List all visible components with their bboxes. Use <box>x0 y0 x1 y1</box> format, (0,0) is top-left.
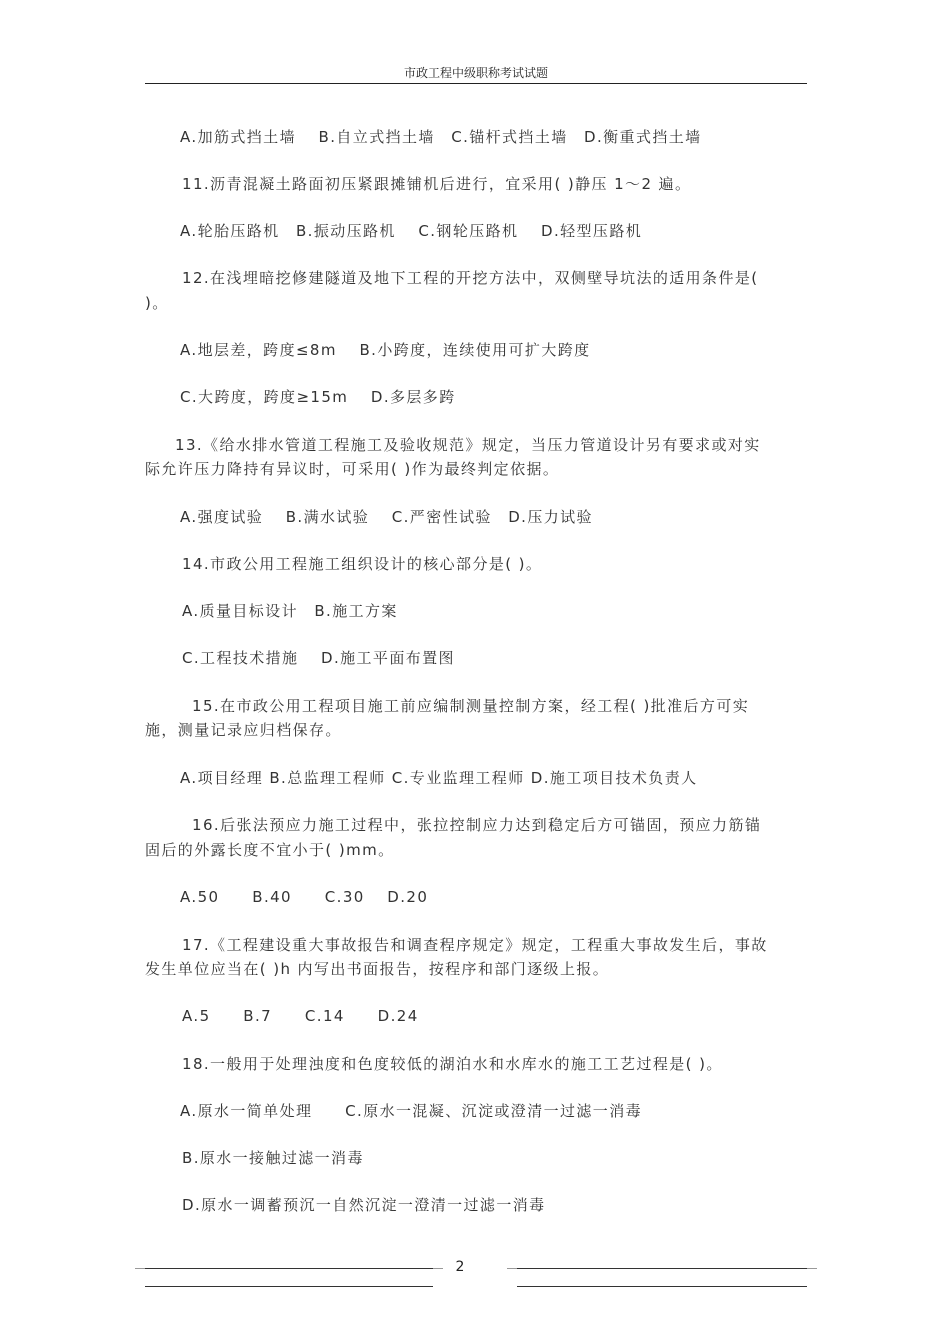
q15-stem-line2: 施，测量记录应归档保存。 <box>145 721 342 739</box>
footer-rule-right-bottom <box>517 1286 807 1287</box>
q18-option-d: D.原水一调蓄预沉一自然沉淀一澄清一过滤一消毒 <box>182 1196 546 1214</box>
q18-stem: 18.一般用于处理浊度和色度较低的湖泊水和水库水的施工工艺过程是( )。 <box>182 1055 723 1073</box>
q18-options-ac: A.原水一简单处理 C.原水一混凝、沉淀或澄清一过滤一消毒 <box>180 1102 643 1120</box>
q17-options: A.5 B.7 C.14 D.24 <box>182 1007 419 1025</box>
q13-options: A.强度试验 B.满水试验 C.严密性试验 D.压力试验 <box>180 508 593 526</box>
q12-options-cd: C.大跨度，跨度≥15m D.多层多跨 <box>180 388 456 406</box>
q14-options-cd: C.工程技术措施 D.施工平面布置图 <box>182 649 455 667</box>
q11-options: A.轮胎压路机 B.振动压路机 C.钢轮压路机 D.轻型压路机 <box>180 222 643 240</box>
q16-stem-line2: 固后的外露长度不宜小于( )mm。 <box>145 841 395 859</box>
page-number: 2 <box>455 1259 465 1275</box>
q17-stem-line2: 发生单位应当在( )h 内写出书面报告，按程序和部门逐级上报。 <box>145 960 610 978</box>
q13-stem-line2: 际允许压力降持有异议时，可采用( )作为最终判定依据。 <box>145 460 560 478</box>
page-header-title: 市政工程中级职称考试试题 <box>403 66 548 80</box>
q12-options-ab: A.地层差，跨度≤8m B.小跨度，连续使用可扩大跨度 <box>180 341 591 359</box>
q13-stem-line1: 13.《给水排水管道工程施工及验收规范》规定，当压力管道设计另有要求或对实 <box>175 436 761 454</box>
footer-dash-right <box>807 1268 817 1269</box>
q10-options: A.加筋式挡土墙 B.自立式挡土墙 C.锚杆式挡土墙 D.衡重式挡土墙 <box>180 128 702 146</box>
footer-rule-right-top <box>517 1268 807 1269</box>
q14-stem: 14.市政公用工程施工组织设计的核心部分是( )。 <box>182 555 543 573</box>
footer-dash-left <box>135 1268 145 1269</box>
q15-stem-line1: 15.在市政公用工程项目施工前应编制测量控制方案，经工程( )批准后方可实 <box>192 697 750 715</box>
q14-options-ab: A.质量目标设计 B.施工方案 <box>182 602 398 620</box>
footer-rule-left-bottom <box>145 1286 433 1287</box>
footer-dash-mid-right <box>507 1268 517 1269</box>
q16-options: A.50 B.40 C.30 D.20 <box>180 888 429 906</box>
q12-stem-line2: )。 <box>145 294 169 312</box>
q11-stem: 11.沥青混凝土路面初压紧跟摊铺机后进行，宜采用( )静压 1～2 遍。 <box>182 175 692 193</box>
q12-stem-line1: 12.在浅埋暗挖修建隧道及地下工程的开挖方法中，双侧壁导坑法的适用条件是( <box>182 269 759 287</box>
q16-stem-line1: 16.后张法预应力施工过程中，张拉控制应力达到稳定后方可锚固，预应力筋锚 <box>192 816 762 834</box>
q18-option-b: B.原水一接触过滤一消毒 <box>182 1149 364 1167</box>
footer-dash-mid-left <box>433 1268 443 1269</box>
footer-rule-left-top <box>145 1268 433 1269</box>
q15-options: A.项目经理 B.总监理工程师 C.专业监理工程师 D.施工项目技术负责人 <box>180 769 698 787</box>
q17-stem-line1: 17.《工程建设重大事故报告和调查程序规定》规定，工程重大事故发生后，事故 <box>182 936 768 954</box>
header-rule <box>145 83 807 84</box>
